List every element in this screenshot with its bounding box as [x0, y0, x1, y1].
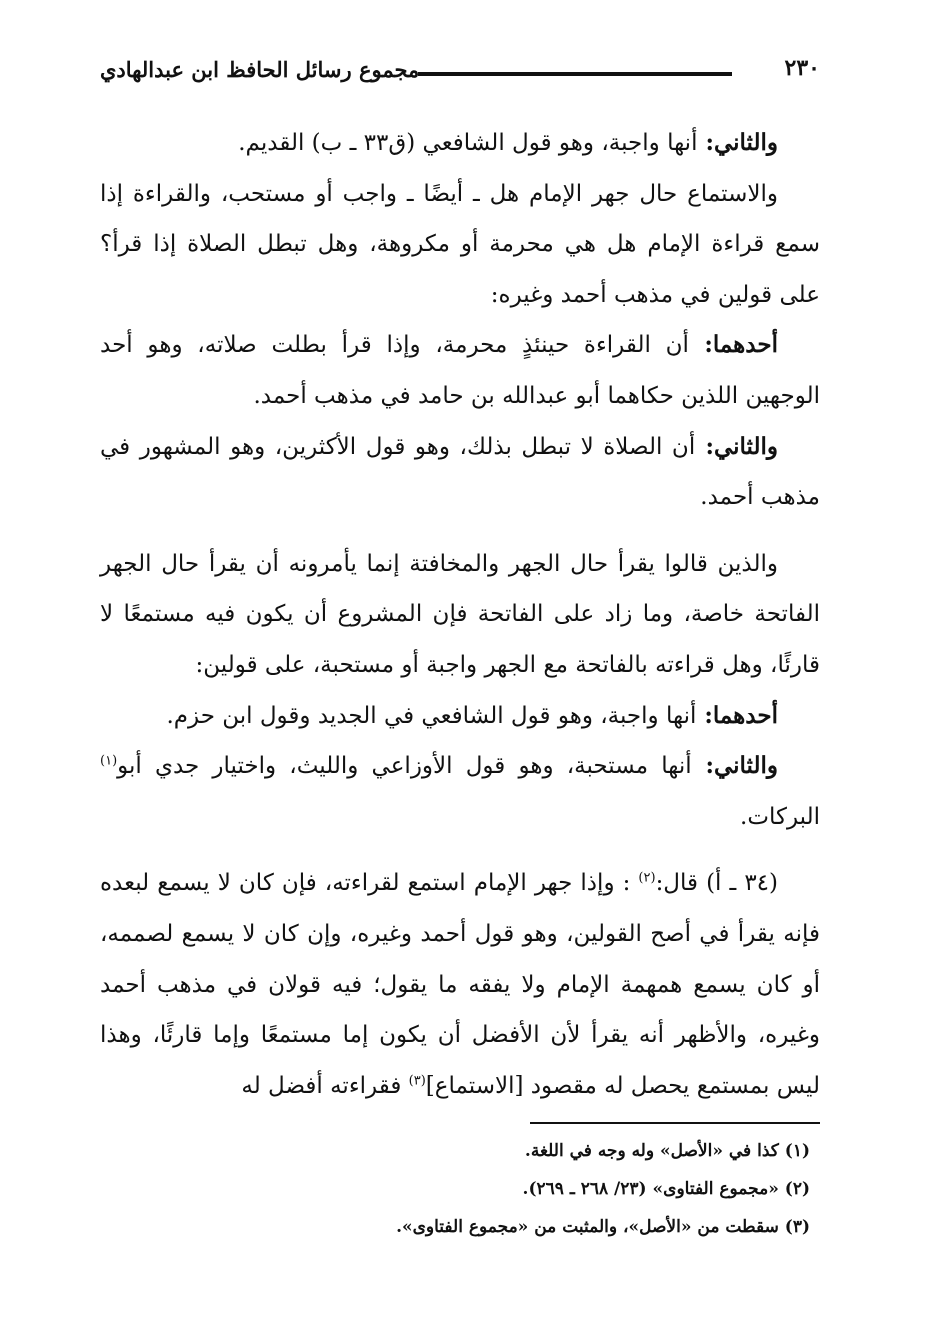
paragraph-text: أن القراءة حينئذٍ محرمة، وإذا قرأ بطلت صلاته، وهو أحد الوجهين اللذين حكاهما أبو عبدالله بن حامد في مذهب أحمد. — [100, 332, 820, 409]
footnote: (٢) «مجموع الفتاوى» (٢٣/ ٢٦٨ ـ ٢٦٩). — [522, 1179, 810, 1199]
footnote: (١) كذا في «الأصل» وله وجه في اللغة. — [524, 1141, 810, 1161]
paragraph — [100, 741, 820, 842]
paragraph-text: (٣٤ ـ أ) قال: — [655, 870, 779, 897]
footnote-marker[interactable]: (٢) — [638, 870, 656, 886]
page-number: ٢٣٠ — [784, 55, 820, 81]
paragraph-text: أن الصلاة لا تبطل بذلك، وهو قول الأكثرين، وهو المشهور في مذهب أحمد. — [100, 433, 820, 511]
paragraph-text: فقراءته أفضل له — [241, 1072, 409, 1099]
paragraph-text: أنها واجبة، وهو قول الشافعي (ق٣٣ ـ ب) القديم. — [238, 130, 698, 156]
paragraph — [100, 118, 820, 169]
footnote-marker[interactable]: (٣) — [408, 1073, 426, 1089]
footnote-rule — [530, 1122, 820, 1124]
paragraph-text: والاستماع حال جهر الإمام هل ـ أيضًا ـ واجب أو مستحب، والقراءة إذا سمع قراءة الإمام هل هي محرمة أو مكروهة، وهل تبطل الصلاة إذا قرأ؟ على قولين في مذهب أحمد وغيره: — [100, 180, 820, 308]
footnote-marker[interactable]: (١) — [100, 753, 118, 769]
paragraph-text: أنها واجبة، وهو قول الشافعي في الجديد وقول ابن حزم. — [166, 702, 697, 729]
paragraph — [100, 858, 820, 1111]
paragraph — [100, 320, 820, 421]
paragraph-text: والذين قالوا يقرأ حال الجهر والمخافتة إنما يأمرونه أن يقرأ حال الجهر الفاتحة خاصة، وما زاد على الفاتحة فإن المشروع أن يكون فيه مستمعًا لا قارئًا، وهل قراءته بالفاتحة مع الجهر واجبة أو مستحبة، على قولين: — [100, 550, 820, 678]
paragraph-lead: والثاني: — [697, 129, 778, 156]
paragraph — [100, 691, 820, 742]
paragraph — [100, 422, 820, 523]
paragraph-text: أنها مستحبة، وهو قول الأوزاعي والليث، واختيار جدي أبو — [117, 753, 692, 780]
paragraph — [100, 539, 820, 691]
paragraph-lead: والثاني: — [691, 752, 778, 780]
paragraph — [100, 169, 820, 321]
paragraph-text: : وإذا جهر الإمام استمع لقراءته، فإن كان لا يسمع لبعده فإنه يقرأ في أصح القولين، وهو قول أحمد وغيره، وإن كان لا يسمع لصممه، أو كان يسمع همهمة الإمام ولا يفقه ما يقول؛ فيه قولان في مذهب أحمد وغيره، والأظهر أنه يقرأ لأن الأفضل أن يكون إما مستمعًا وإما قارئًا، وهذا ليس بمستمع يحصل له مقصود [الاستماع] — [100, 870, 820, 1099]
footnotes — [100, 1132, 820, 1246]
book-title: مجموع رسائل الحافظ ابن عبدالهادي — [100, 57, 420, 82]
paragraph-text: البركات. — [740, 803, 820, 830]
paragraph-lead: أحدهما: — [696, 701, 778, 729]
body-text — [100, 118, 820, 1111]
paragraph-lead: والثاني: — [695, 432, 778, 460]
paragraph-lead: أحدهما: — [688, 331, 778, 359]
running-header — [100, 50, 820, 90]
footnote: (٣) سقطت من «الأصل»، والمثبت من «مجموع الفتاوى». — [396, 1217, 810, 1237]
header-rule — [418, 72, 732, 76]
